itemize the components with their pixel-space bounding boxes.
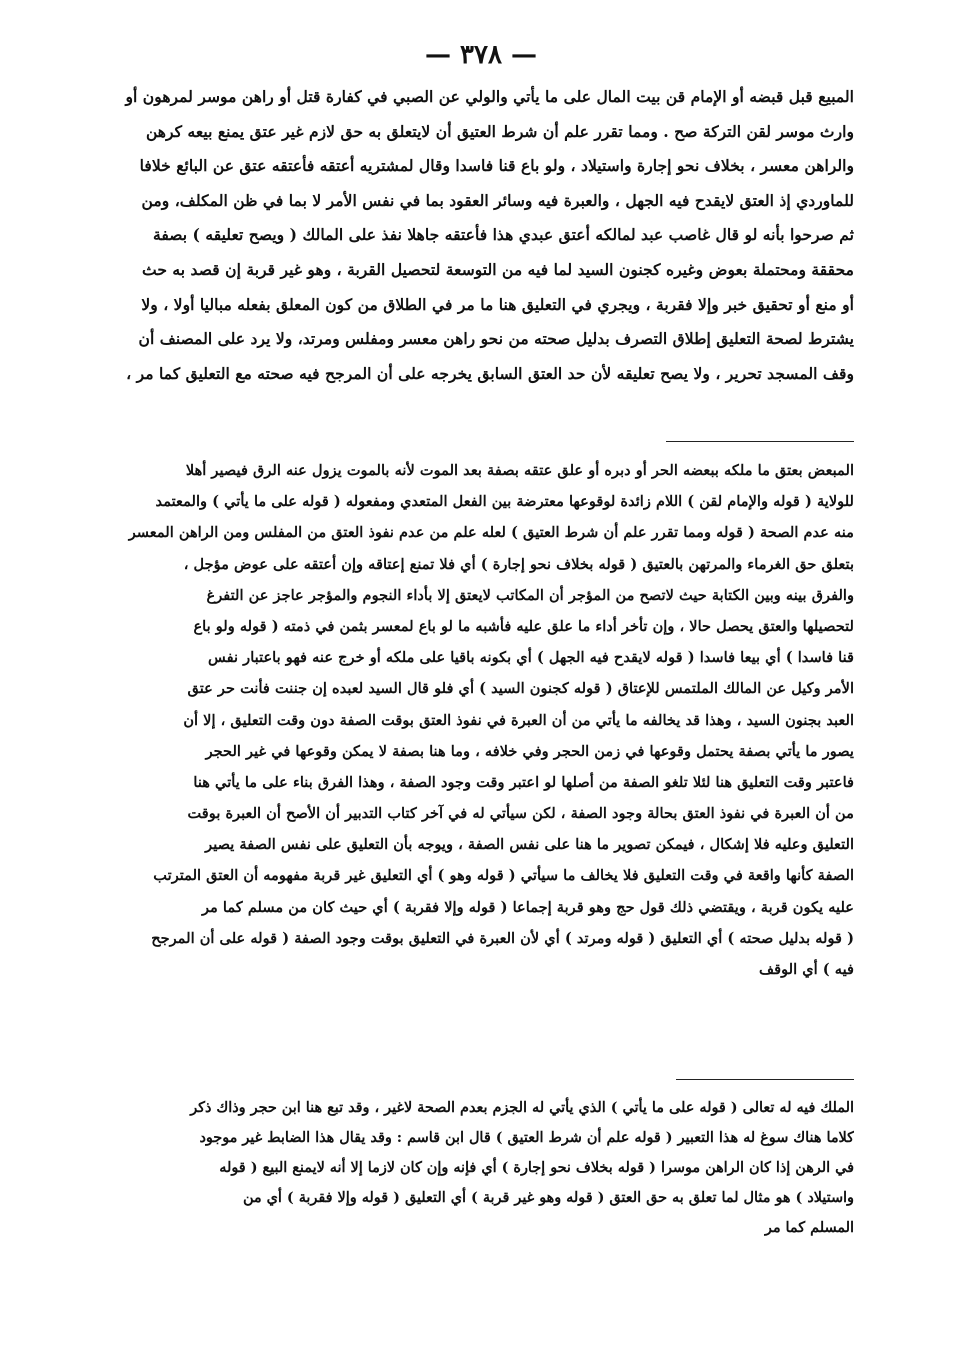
main-text-line: للماوردي إذ العتق لايقدح فيه الجهل ، والعبرة فيه وسائر العقود بما في نفس الأمر لا بما في ظن المكلف، ومن (141, 190, 854, 210)
commentary-text-line: للولاية ( قوله والإمام لقن ) اللام زائدة لوقوعها معترضة بين الفعل المتعدي ومفعوله ( قوله على ما يأتي ) والمعتمد (155, 493, 854, 511)
commentary-text-line: يصور ما يأتي بصفة يحتمل وقوعها في زمن الحجر وفي خلافه ، وما هنا بصفة لا يمكن وقوعها في غير الحجر (205, 742, 854, 760)
main-text-line: أو منع أو تحقيق خبر وإلا فقربة ، ويجري في التعليق هنا ما مر في الطلاق من كون المعلق بفعله مباليا أولا ، ولا (141, 294, 854, 314)
commentary-text-line: فيه ) أي الوقف (759, 961, 854, 978)
main-text-line: وارث موسر لقن التركة صح . ومما تقرر علم أن شرط العتيق أن لايتعلق به حق لازم غير عتق يمنع بيعه كرهن (145, 121, 854, 141)
commentary-text-block (78, 455, 854, 985)
main-text-line: ثم صرحوا بأنه لو قال غاصب عبد لمالكه أعتق عبدي هذا فأعتقه جاهلا نفذ على المالك ( ويصح تعليقه ) بصفة (153, 225, 854, 245)
main-text-block (78, 80, 854, 391)
commentary-text-line: بتعلق حق الغرماء والمرتهن بالعتيق ( قوله بخلاف نحو إجارة ) أي فلا تمنع إعتاقه وإن أعتقه على عوض مؤجل ، (183, 555, 854, 573)
section-divider (666, 441, 854, 442)
gloss-text-block (78, 1093, 854, 1243)
commentary-text-line: لتحصيلها والعتق يحصل حالا ، وإن تأخر أداء ما علق عليه فأشبه ما لو باع لمعسر بثمن في ذمته ( قوله ولو باع (193, 617, 854, 635)
page-number: — ٣٧٨ — (424, 40, 538, 70)
commentary-text-line: ( قوله بدليل صحته ) أي التعليق ( قوله ومرتد ) أي لأن العبرة في التعليق بوقت وجود الصفة ( قوله على أن المرجح (151, 929, 854, 947)
main-text-line: والراهن معسر ، بخلاف نحو إجارة واستيلاد ، ولو باع قنا فاسدا وقال لمشتريه أعتقه فأعتقه عتق عن البائع خلافا (139, 156, 854, 176)
commentary-text-line: من أن العبرة في نفوذ العتق بحالة وجود الصفة ، لكن سيأتي له في آخر كتاب التدبير أن الأصح أن العبرة بوقت (187, 805, 854, 823)
commentary-text-line: عليه يكون قربة ، ويقتضي ذلك قول حج وهو قربة إجماعا ( قوله وإلا فقربة ) أي حيث كان من مسلم كما مر (201, 898, 854, 916)
main-text-line: يشترط لصحة التعليق إطلاق التصرف بدليل صحته من نحو راهن معسر ومفلس ومرتد، ولا يرد على المصنف أن (138, 329, 854, 349)
main-text-line: محققة ومحتملة بعوض وغيره كجنون السيد لما فيه من التوسعة لتحصيل القربة ، وهو غير قربة إن قصد به حث (142, 259, 854, 279)
main-text-line: وقف المسجد تحرير ، ولا يصح تعليقه لأن حد العتق السابق يخرجه على أن المرجح فيه صحته مع التعليق كما مر ، (126, 363, 854, 383)
gloss-text-line: واستيلاد ) هو مثال لما تعلق به حق العتق ( قوله وهو غير قربة ) أي التعليق ( قوله وإلا فقربة ) أي من (242, 1189, 854, 1206)
gloss-text-line: في الرهن إذا كان الراهن موسرا ( قوله بخلاف نحو إجارة ) أي فإنه وإن كان لازما إلا أنه لايمنع البيع ( قوله (219, 1159, 854, 1176)
main-text-line: المبيع قبل قبضه أو الإمام قن بيت المال على ما يأتي والولي عن الصبي في كفارة قتل أو راهن موسر لمرهون أو (125, 87, 854, 106)
commentary-text-line: منه عدم الصحة ( قوله ومما تقرر علم أن شرط العتيق ) لعله علم من عدم نفوذ العتق من المفلس ومن الراهن المعسر (128, 524, 854, 542)
commentary-text-line: المبعض بعتق ما ملكه ببعضه الحر أو دبره أو علق عتقه بصفة بعد الموت لأنه بالموت يزول عنه الرق فيصير أهلا (185, 462, 854, 479)
commentary-text-line: قنا فاسدا ) أي بيعا فاسدا ( قوله لايقدح فيه الجهل ) أي بكونه باقيا على ملكه أو خرج عنه فهو باعتبار نفس (208, 649, 854, 667)
commentary-text-line: التعليق وعليه فلا إشكال ، فيمكن تصوير ما هنا على نفس الصفة ، ويوجه بأن التعليق على نفس الصفة يصير (205, 836, 854, 854)
gloss-text-line: كلاما هناك سوغ له هذا التعبير ( قوله علم أن شرط العتيق ) قال ابن قاسم : وقد يقال هذا الضابط غير موجود (199, 1129, 854, 1146)
commentary-text-line: الصفة كأنها واقعة في وقت التعليق فلا يخالف ما سيأتي ( قوله وهو ) أي التعليق غير قربة مفهومه أن العتق المترتب (153, 867, 854, 885)
commentary-text-line: الأمر وكيل عن المالك الملتمس للإعتاق ( قوله كجنون السيد ) أي فلو قال السيد لعبده إن جننت فأنت حر عتق (187, 680, 854, 698)
gloss-text-line: المسلم كما مر (764, 1219, 854, 1236)
commentary-text-line: والفرق بينه وبين الكتابة حيث لاتصح من المؤجر أن المكاتب لايعتق إلا بأداء النجوم والمؤجر عاجز عن التفرغ (206, 586, 854, 604)
commentary-text-line: العبد بجنون السيد ، وهذا قد يخالفه ما يأتي من أن العبرة في نفوذ العتق بوقت الصفة دون وقت التعليق ، إلا أن (183, 711, 854, 729)
commentary-text-line: فاعتبر وقت التعليق هنا لئلا تلغو الصفة من أصلها لو اعتبر وقت وجود الصفة ، وهذا الفرق بناء على ما يأتي هنا (193, 773, 854, 791)
gloss-text-line: الملك فيه له تعالى ( قوله على ما يأتي ) الذي يأتي له الجزم بعدم الصحة لاغير ، وقد تبع هنا ابن حجر وذاك ذكر (190, 1099, 854, 1116)
section-divider (676, 1079, 854, 1080)
